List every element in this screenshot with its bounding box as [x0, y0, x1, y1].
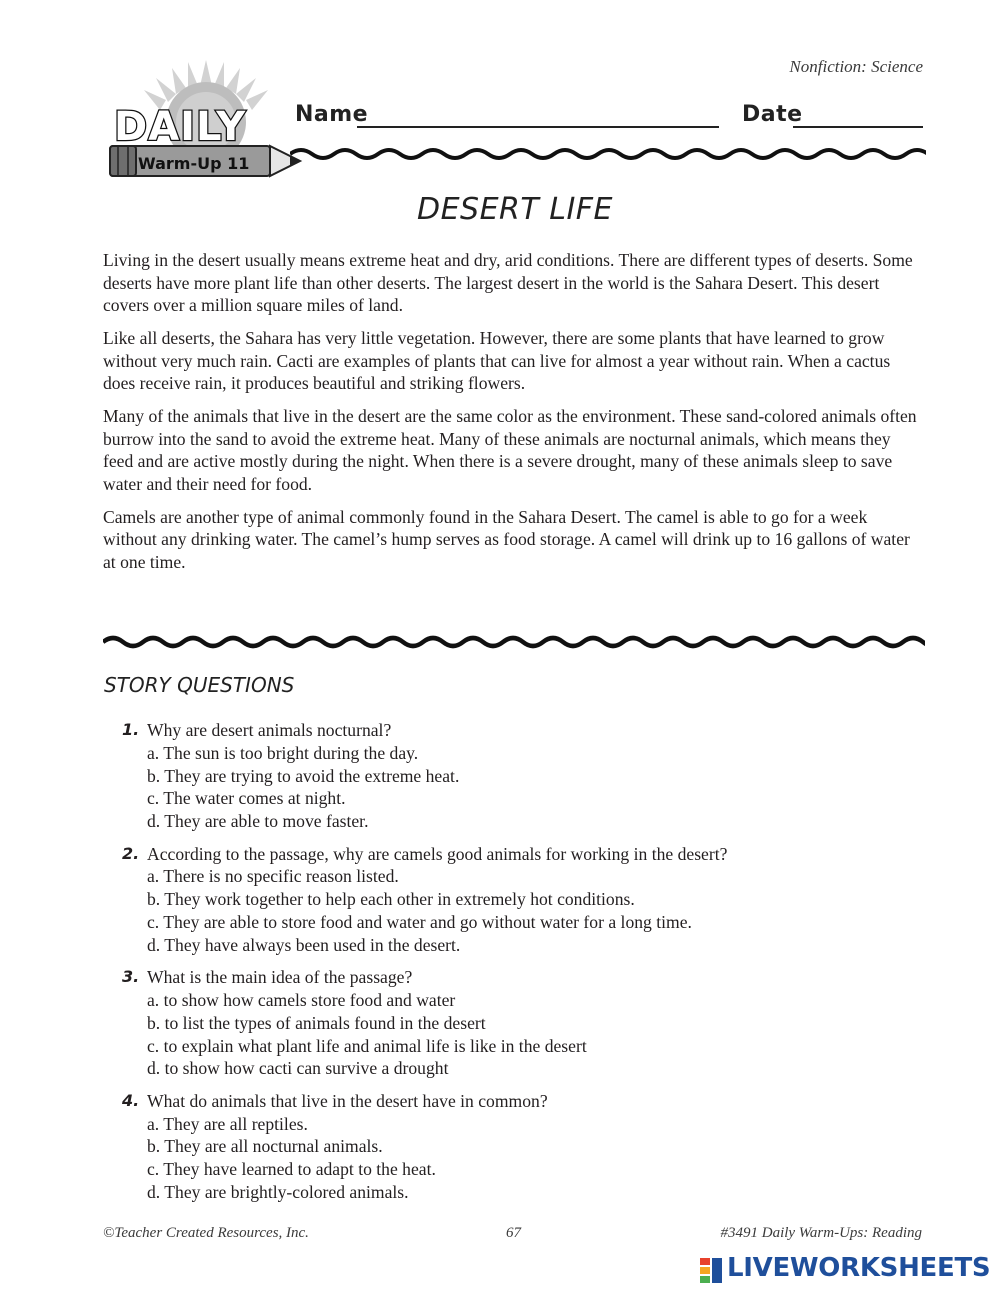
answer-option[interactable]: a. to show how camels store food and water — [147, 989, 456, 1010]
answer-option[interactable]: d. They are brightly-colored animals. — [147, 1181, 409, 1202]
answer-option[interactable]: b. They are trying to avoid the extreme heat. — [147, 765, 460, 786]
answer-option[interactable]: c. The water comes at night. — [147, 788, 346, 809]
date-blank-line — [793, 126, 923, 128]
section-wavy-divider — [103, 631, 925, 653]
answer-option[interactable]: b. They work together to help each other in extremely hot conditions. — [147, 889, 635, 910]
question-text: What is the main idea of the passage? — [147, 967, 413, 988]
date-label: Date — [742, 102, 803, 127]
answer-option[interactable]: c. They have learned to adapt to the heat. — [147, 1159, 436, 1180]
liveworksheets-logo-icon — [700, 1258, 724, 1284]
reading-passage — [103, 249, 925, 584]
question-text: According to the passage, why are camels good animals for working in the desert? — [147, 843, 728, 864]
question-2 — [122, 843, 922, 957]
answer-option[interactable]: d. to show how cacti can survive a drought — [147, 1058, 449, 1079]
question-3 — [122, 966, 922, 1080]
footer-page-number: 67 — [506, 1225, 521, 1241]
category-label: Nonfiction: Science — [789, 57, 923, 76]
footer-copyright: ©Teacher Created Resources, Inc. — [103, 1225, 309, 1241]
warmup-number: Warm-Up 11 — [138, 154, 250, 173]
question-number: 4. — [122, 1090, 140, 1110]
passage-paragraph-1: Living in the desert usually means extreme heat and dry, arid conditions. There are different types of deserts. Some deserts have more plant life than other deserts. The largest desert in the world is the Sahara Desert. This desert covers over a million square miles of land. — [103, 250, 913, 315]
passage-paragraph-2: Like all deserts, the Sahara has very little vegetation. However, there are some plants that have learned to grow without very much rain. Cacti are examples of plants that can live for almost a year without rain. When a cactus does receive rain, it produces beautiful and striking flowers. — [103, 328, 891, 393]
answer-option[interactable]: b. to list the types of animals found in the desert — [147, 1012, 486, 1033]
answer-option[interactable]: b. They are all nocturnal animals. — [147, 1136, 383, 1157]
question-4 — [122, 1090, 922, 1204]
questions-list — [122, 719, 922, 1213]
answer-option[interactable]: a. There is no specific reason listed. — [147, 866, 399, 887]
answer-option[interactable]: c. to explain what plant life and animal life is like in the desert — [147, 1035, 587, 1056]
answer-option[interactable]: c. They are able to store food and water and go without water for a long time. — [147, 911, 692, 932]
answer-option[interactable]: a. The sun is too bright during the day. — [147, 742, 419, 763]
question-1 — [122, 719, 922, 833]
daily-warmup-logo — [100, 58, 312, 188]
answer-option[interactable]: a. They are all reptiles. — [147, 1113, 308, 1134]
page-title: DESERT LIFE — [416, 192, 614, 227]
question-text: What do animals that live in the desert have in common? — [147, 1090, 548, 1111]
question-number: 1. — [122, 720, 140, 739]
header-wavy-divider — [290, 143, 926, 165]
name-blank-line — [357, 126, 719, 128]
answer-option[interactable]: d. They are able to move faster. — [147, 811, 369, 832]
question-number: 3. — [122, 967, 140, 987]
passage-paragraph-4: Camels are another type of animal commonly found in the Sahara Desert. The camel is able to go for a week without any drinking water. The camel’s hump serves as food storage. A camel will drink up to 16 gallons of water at one time. — [103, 506, 910, 572]
footer-book-title: #3491 Daily Warm-Ups: Reading — [720, 1225, 922, 1241]
liveworksheets-watermark[interactable]: LIVEWORKSHEETS — [727, 1253, 991, 1283]
story-questions-heading: STORY QUESTIONS — [104, 673, 295, 697]
question-text: Why are desert animals nocturnal? — [147, 720, 392, 740]
logo-word: DAILY — [114, 104, 247, 150]
answer-option[interactable]: d. They have always been used in the desert. — [147, 934, 461, 955]
passage-paragraph-3: Many of the animals that live in the desert are the same color as the environment. These sand-colored animals often burrow into the sand to avoid the extreme heat. Many of these animals are nocturnal animals, which means they feed and are active mostly during the night. When there is a severe drought, many of these animals sleep to save water and their need for food. — [103, 406, 917, 494]
name-label: Name — [295, 102, 369, 127]
question-number: 2. — [122, 843, 140, 863]
